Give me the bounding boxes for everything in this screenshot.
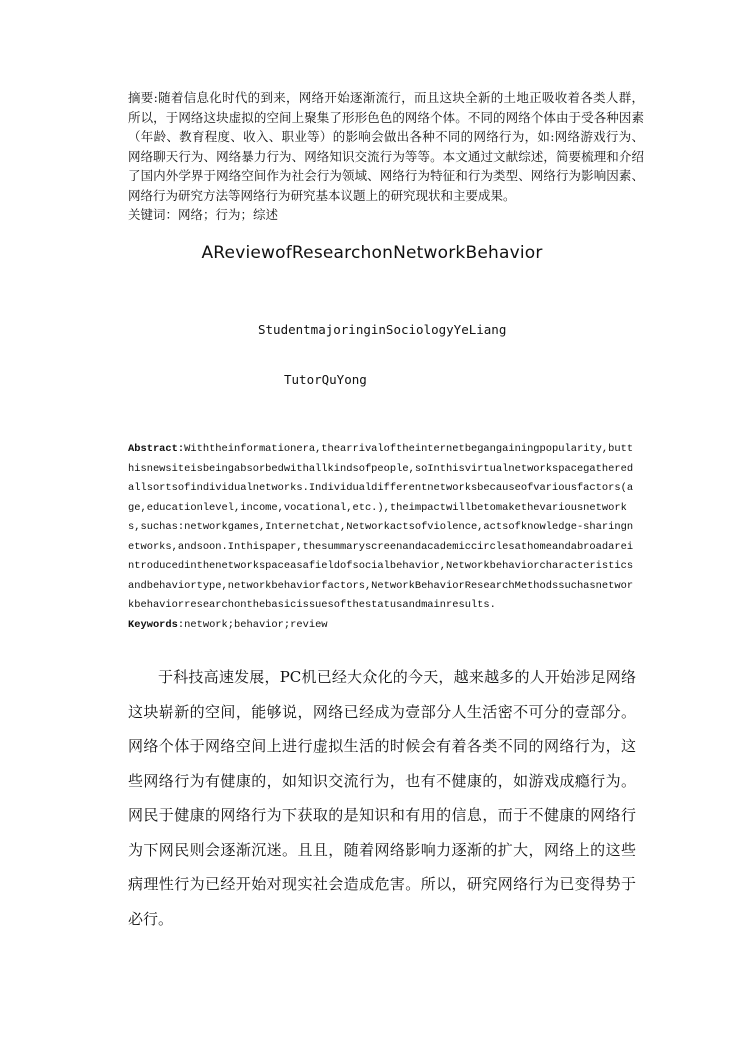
english-keywords-label: Keywords <box>128 618 178 631</box>
english-keywords <box>128 616 638 636</box>
chinese-abstract-paragraph <box>128 88 644 205</box>
english-abstract <box>128 440 638 635</box>
english-abstract-paragraph <box>128 440 638 616</box>
chinese-keywords-text: 网络；行为；综述 <box>178 207 279 222</box>
chinese-abstract-label: 摘要: <box>128 90 158 105</box>
tutor-line: TutorQuYong <box>284 372 367 387</box>
english-abstract-label: Abstract: <box>128 443 185 455</box>
chinese-keywords-label: 关键词： <box>128 207 179 222</box>
english-title: AReviewofResearchonNetworkBehavior <box>201 243 543 263</box>
english-abstract-text: Withtheinformationera,thearrivaloftheinternetbegangainingpopularity,butthisnewsiteisbeingabsorbedwithallkindsofpeople,soInthisvirtualnetworkspacegatheredallsortsofindividualnetworks.Individualdifferentnetworksbecauseofvariousfactors(age,educationlevel,income,vocational,etc.),theimpactwillbetomakethevariousnetworks,suchas:networkgames,Internetchat,Networkactsofviolence,actsofknowledge-sharingnetworks,andsoon.Inthispaper,thesummaryscreenandacademiccirclesathomeandabroadareintroducedinthenetworkspaceasafieldofsocialbehavior,Networkbehaviorcharacteristicsandbehaviortype,networkbehaviorfactors,NetworkBehaviorResearchMethodssuchasnetworkbehaviorresearchonthebasicissuesofthestatusandmainresults. <box>128 443 634 611</box>
chinese-keywords <box>128 205 644 225</box>
body-paragraph: 于科技高速发展，PC机已经大众化的今天，越来越多的人开始涉足网络这块崭新的空间，能够说，网络已经成为壹部分人生活密不可分的壹部分。网络个体于网络空间上进行虚拟生活的时候会有着各类不同的网络行为，这些网络行为有健康的，如知识交流行为，也有不健康的，如游戏成瘾行为。网民于健康的网络行为下获取的是知识和有用的信息，而于不健康的网络行为下网民则会逐渐沉迷。且且，随着网络影响力逐渐的扩大，网络上的这些病理性行为已经开始对现实社会造成危害。所以，研究网络行为已变得势于必行。 <box>128 668 636 928</box>
chinese-abstract-text: 随着信息化时代的到来，网络开始逐渐流行，而且这块全新的土地正吸收着各类人群，所以，于网络这块虚拟的空间上聚集了形形色色的网络个体。不同的网络个体由于受各种因素（年龄、教育程度、收入、职业等）的影响会做出各种不同的网络行为，如:网络游戏行为、网络聊天行为、网络暴力行为、网络知识交流行为等等。本文通过文献综述，简要梳理和介绍了国内外学界于网络空间作为社会行为领域、网络行为特征和行为类型、网络行为影响因素、网络行为研究方法等网络行为研究基本议题上的研究现状和主要成果。 <box>128 90 644 203</box>
english-keywords-text: :network;behavior;review <box>177 618 328 631</box>
author-line: StudentmajoringinSociologyYeLiang <box>258 322 507 337</box>
chinese-abstract <box>128 88 644 225</box>
